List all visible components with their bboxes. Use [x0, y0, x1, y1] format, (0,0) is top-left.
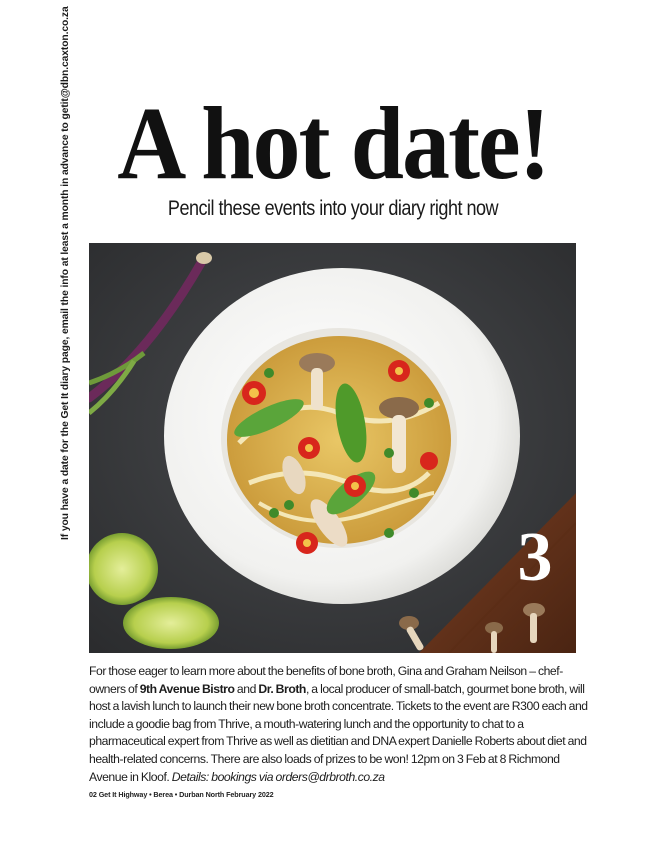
- brand-name: Dr. Broth: [258, 681, 306, 696]
- soup-photo: [89, 243, 576, 653]
- booking-details: Details: bookings via orders@drbroth.co.za: [171, 769, 385, 784]
- side-note: If you have a date for the Get It diary page, email the info at least a month in advance to getit@dbn.caxton.co.za: [60, 6, 71, 540]
- page-subhead: Pencil these events into your diary right now: [167, 197, 499, 220]
- venue-name: 9th Avenue Bistro: [139, 681, 235, 696]
- article-text-3: , a local producer of small-batch, gourmet bone broth, will host a lavish lunch to launch their new bone broth concentrate. Tickets to the event are R300 each and include a goodie bag from Thrive, a mouth-watering lunch and the opportunity to chat to a pharmaceutical expert from Thrive as well as dietitian and DNA expert Danielle Roberts about diet and health-related concerns. There are also loads of prizes to be won! 12pm on 3 Feb at 8 Richmond Avenue in Kloof.: [89, 681, 588, 784]
- event-number-badge: 3: [517, 519, 553, 596]
- article-text-2: and: [234, 681, 259, 696]
- page-folio: 02 Get It Highway • Berea • Durban North February 2022: [89, 790, 274, 799]
- page-headline: A hot date!: [117, 86, 549, 201]
- article-text-1: For those eager to learn more about the benefits of bone broth, Gina and Graham Neilson – chef-owners of: [89, 664, 563, 696]
- article-body: [89, 663, 589, 786]
